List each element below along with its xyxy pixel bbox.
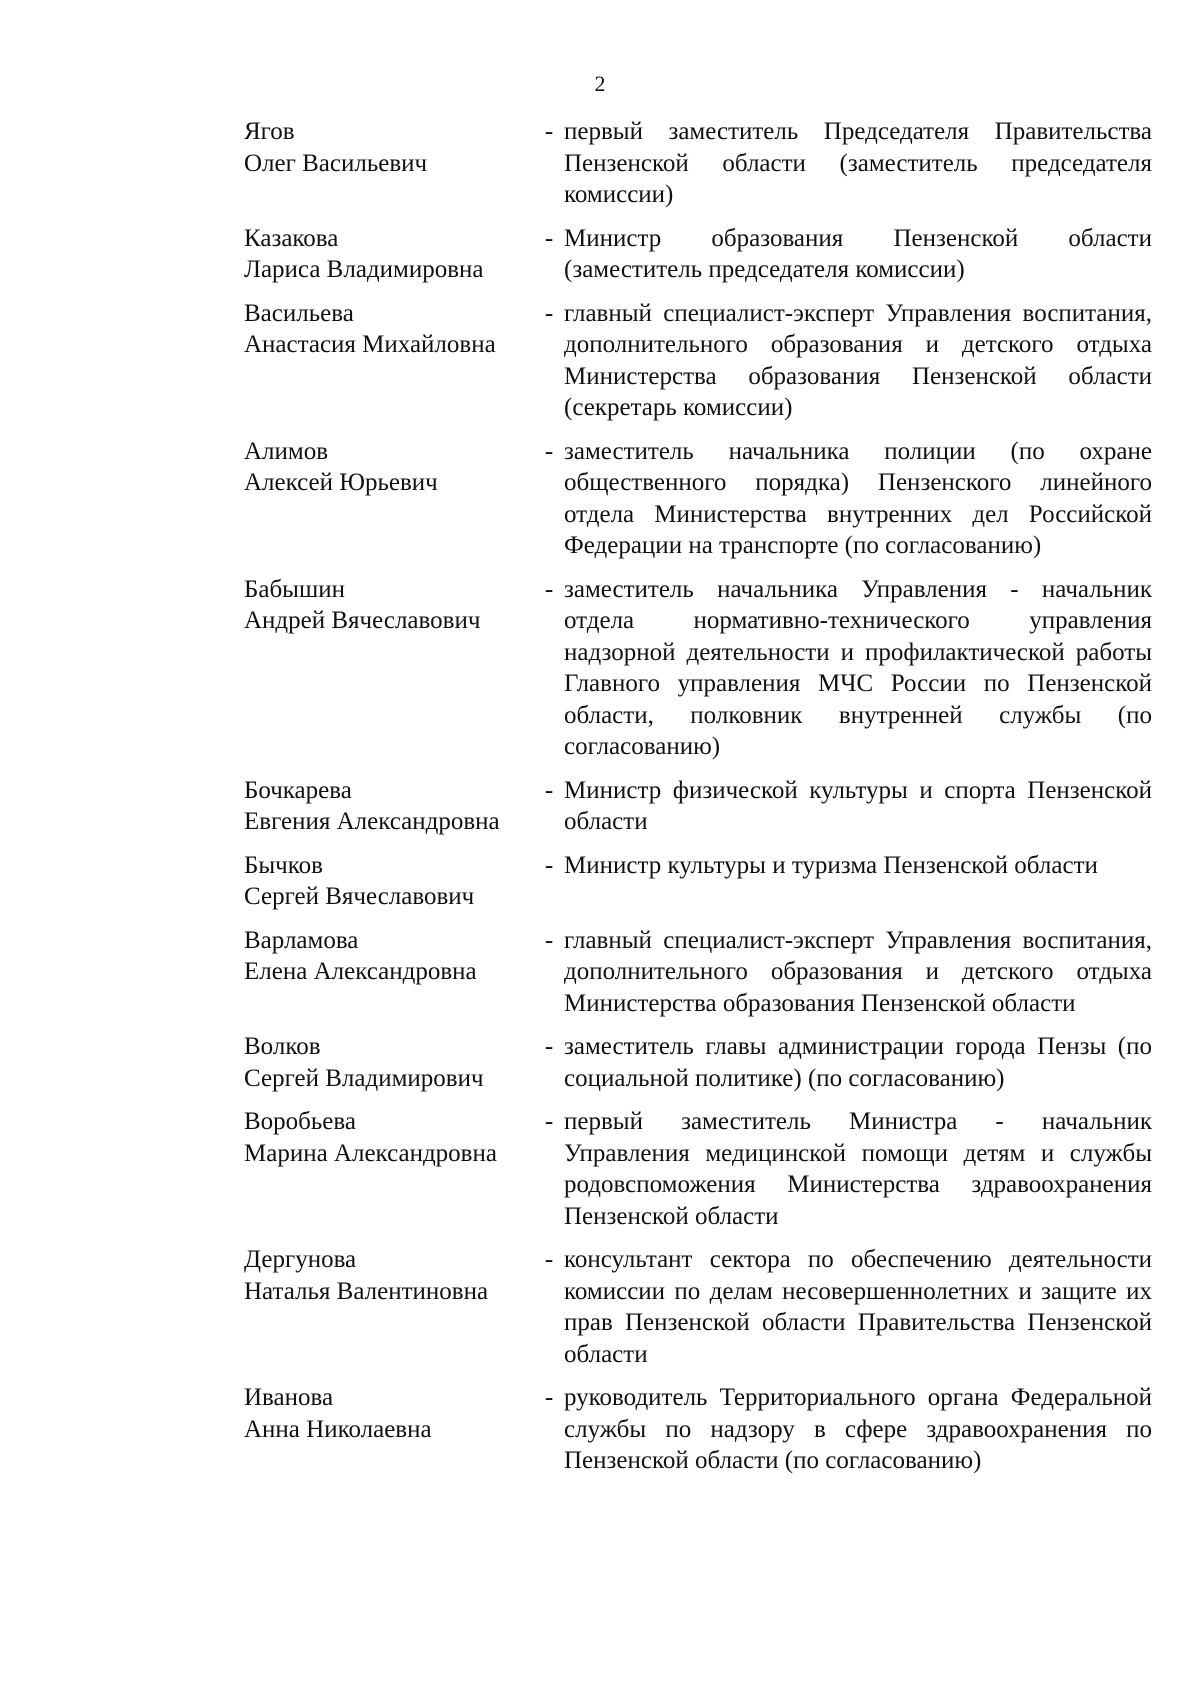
member-given-names: Анна Николаевна — [244, 1415, 432, 1443]
dash-separator: - — [544, 118, 554, 145]
member-given-names: Лариса Владимировна — [244, 256, 484, 283]
dash-separator: - — [544, 926, 554, 954]
dash-separator: - — [544, 437, 554, 465]
dash-separator: - — [544, 851, 554, 879]
member-position: главный специалист-эксперт Управления воспитания, дополнительного образования и детского отдыха Министерства образования Пензенской области (секретарь комиссии) — [564, 299, 1152, 421]
member-surname: Бабышин — [244, 575, 345, 603]
member-position: Министр физической культуры и спорта Пензенской области — [564, 776, 1152, 835]
dash-separator: - — [544, 1033, 554, 1060]
member-position: заместитель начальника Управления - начальник отдела нормативно-технического управления надзорной деятельности и профилактической работы Главного управления МЧС России по Пензенской области, полковник внутренней службы (по согласованию) — [564, 575, 1152, 760]
member-entry — [244, 1106, 1152, 1232]
member-position: консультант сектора по обеспечению деятельности комиссии по делам несовершеннолетних и защите их прав Пензенской области Правительства Пензенской области — [564, 1246, 1152, 1368]
member-name — [244, 436, 534, 562]
dash-separator: - — [544, 776, 554, 804]
member-given-names: Елена Александровна — [244, 958, 477, 985]
member-surname: Ягов — [244, 118, 295, 145]
page-number: 2 — [594, 71, 606, 96]
member-entry — [244, 436, 1152, 562]
member-surname: Бочкарева — [244, 776, 352, 804]
member-entry — [244, 1244, 1152, 1370]
member-entry — [244, 850, 1152, 913]
dash-separator: - — [544, 1108, 554, 1135]
member-surname: Казакова — [244, 224, 339, 252]
dash-separator: - — [544, 299, 554, 327]
member-position: заместитель начальника полиции (по охране общественного порядка) Пензенского линейного отдела Министерства внутренних дел Российской Федерации на транспорте (по согласованию) — [564, 437, 1152, 559]
dash-separator: - — [544, 1246, 554, 1273]
member-given-names: Наталья Валентиновна — [244, 1277, 489, 1305]
member-given-names: Андрей Вячеславович — [244, 607, 481, 634]
member-entry — [244, 775, 1152, 838]
member-surname: Иванова — [244, 1384, 334, 1411]
member-surname: Бычков — [244, 851, 323, 879]
dash-separator: - — [544, 1384, 554, 1411]
member-surname: Дергунова — [244, 1246, 357, 1273]
member-surname: Воробьева — [244, 1108, 356, 1135]
member-surname: Волков — [244, 1033, 321, 1060]
member-name — [244, 298, 534, 424]
member-position: первый заместитель Председателя Правительства Пензенской области (заместитель председателя комиссии) — [564, 118, 1152, 208]
dash-separator: - — [544, 224, 554, 252]
member-name — [244, 223, 534, 286]
member-surname: Алимов — [244, 437, 329, 465]
member-name — [244, 775, 534, 838]
member-list — [244, 116, 1152, 1489]
dash-separator: - — [544, 575, 554, 603]
member-position: Министр образования Пензенской области (заместитель председателя комиссии) — [564, 224, 1152, 283]
member-surname: Варламова — [244, 926, 359, 954]
member-position: главный специалист-эксперт Управления воспитания, дополнительного образования и детского отдыха Министерства образования Пензенской области — [564, 926, 1152, 1017]
member-name — [244, 116, 534, 211]
member-entry — [244, 574, 1152, 763]
member-surname: Васильева — [244, 299, 354, 327]
member-position: первый заместитель Министра - начальник Управления медицинской помощи детям и службы родовспоможения Министерства здравоохранения Пензенской области — [564, 1108, 1152, 1230]
member-entry — [244, 298, 1152, 424]
member-name — [244, 1382, 534, 1477]
member-given-names: Марина Александровна — [244, 1139, 497, 1167]
member-entry — [244, 925, 1152, 1020]
member-entry — [244, 116, 1152, 211]
member-entry — [244, 223, 1152, 286]
member-given-names: Алексей Юрьевич — [244, 469, 438, 496]
member-name — [244, 850, 534, 913]
member-position: Министр культуры и туризма Пензенской области — [564, 851, 1098, 879]
member-entry — [244, 1382, 1152, 1477]
member-position: заместитель главы администрации города Пензы (по социальной политике) (по согласованию) — [564, 1033, 1152, 1092]
member-name — [244, 574, 534, 763]
member-name — [244, 925, 534, 1020]
member-given-names: Евгения Александровна — [244, 808, 500, 835]
member-given-names: Сергей Вячеславович — [244, 883, 475, 910]
member-given-names: Анастасия Михайловна — [244, 331, 496, 358]
member-given-names: Олег Васильевич — [244, 149, 428, 177]
member-position: руководитель Территориального органа Федеральной службы по надзору в сфере здравоохранения по Пензенской области (по согласованию) — [564, 1384, 1152, 1474]
member-name — [244, 1106, 534, 1232]
member-name — [244, 1244, 534, 1370]
member-name — [244, 1031, 534, 1094]
member-given-names: Сергей Владимирович — [244, 1064, 484, 1092]
member-entry — [244, 1031, 1152, 1094]
